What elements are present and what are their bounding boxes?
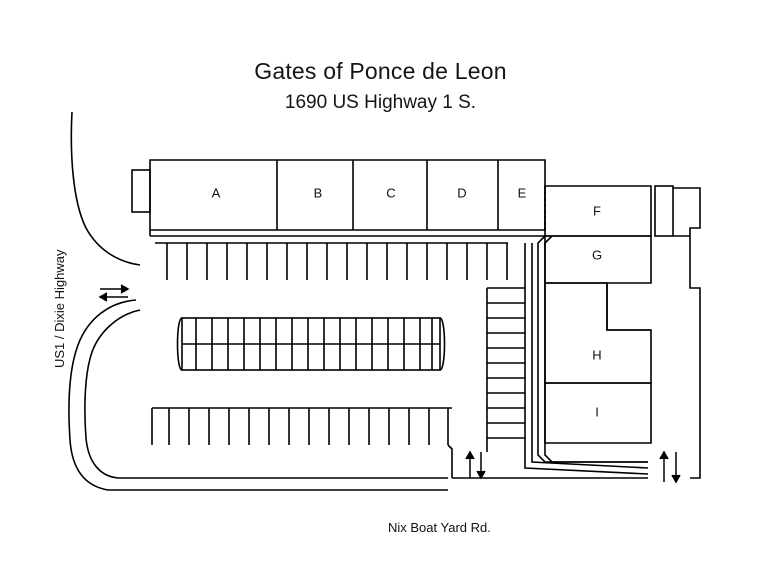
street-label-us1: US1 / Dixie Highway (52, 249, 67, 368)
building-stub-west (132, 170, 150, 212)
parking-east-stalls (487, 288, 525, 438)
road-us1-upper (71, 112, 140, 265)
unit-label-d: D (457, 185, 467, 201)
building-unit-h (545, 283, 651, 383)
building-stub-east (655, 186, 673, 236)
building-strip-main (150, 160, 545, 230)
unit-label-i: I (595, 404, 599, 420)
drive-aisle-east-outer2 (532, 243, 648, 468)
page-title: Gates of Ponce de Leon (254, 58, 507, 84)
unit-label-h: H (592, 347, 602, 363)
street-label-nix-boat-yard: Nix Boat Yard Rd. (388, 520, 491, 535)
unit-label-c: C (386, 185, 396, 201)
arrow-group-south-east (660, 452, 680, 482)
unit-label-e: E (517, 185, 527, 201)
unit-label-b: B (313, 185, 323, 201)
road-us1-lower (69, 300, 448, 490)
unit-h-notch (607, 283, 651, 330)
east-property-edge (673, 188, 700, 478)
unit-label-a: A (211, 185, 221, 201)
parking-row-1-stalls (167, 243, 507, 280)
arrow-group-south-center (466, 452, 485, 478)
road-us1-lower-inner (85, 310, 448, 478)
arrow-group-west (100, 285, 128, 301)
unit-label-g: G (591, 247, 603, 263)
page-subtitle-address: 1690 US Highway 1 S. (284, 92, 477, 113)
parking-row-3-east-edge (448, 445, 452, 478)
unit-label-f: F (593, 203, 601, 219)
drive-aisle-east-outer3 (525, 243, 648, 474)
parking-row-3-stalls (169, 408, 448, 445)
